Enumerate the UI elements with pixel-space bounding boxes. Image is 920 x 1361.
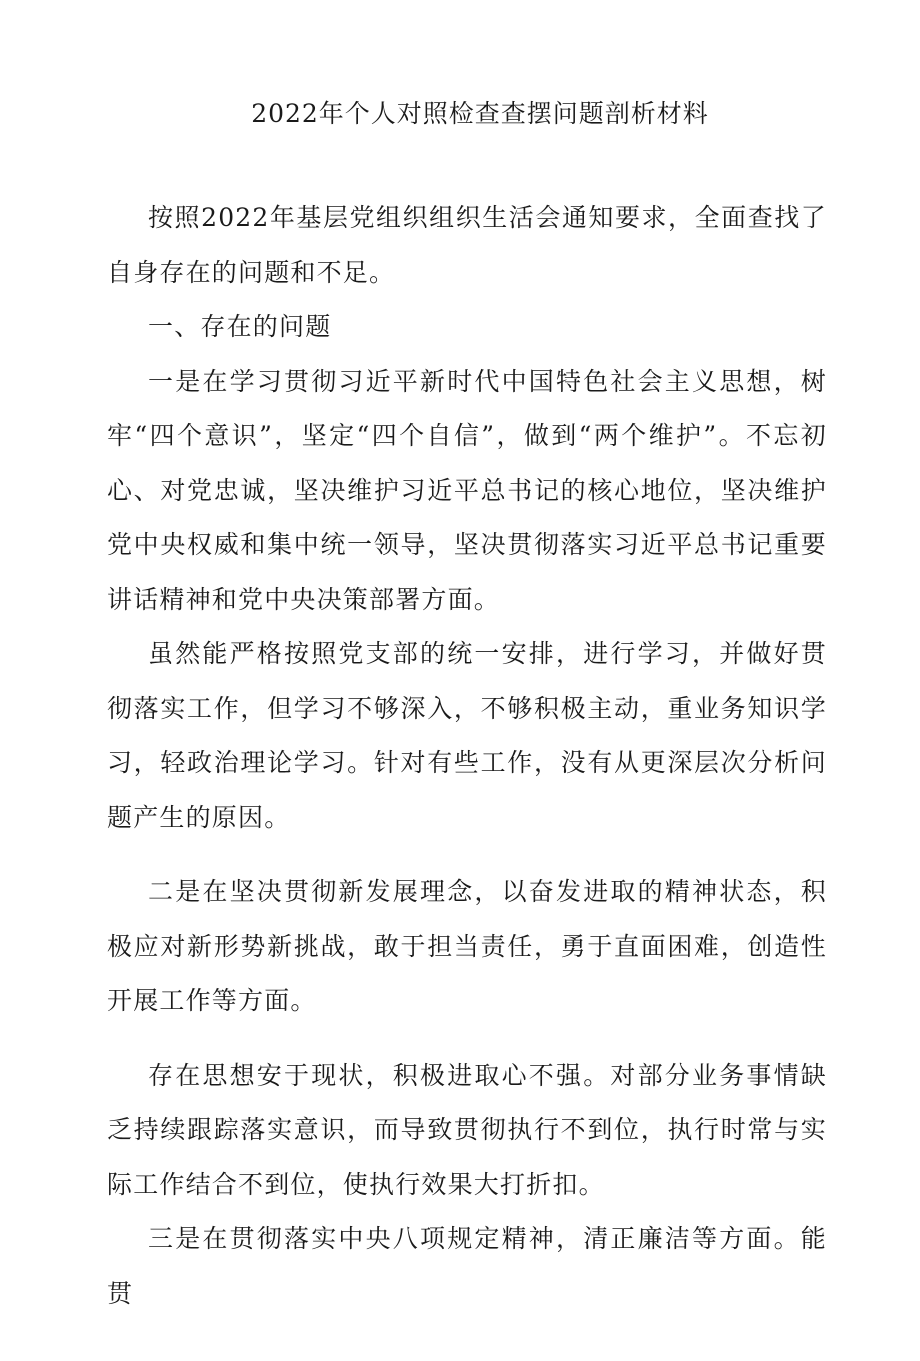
paragraph-item-one-detail: 虽然能严格按照党支部的统一安排，进行学习，并做好贯彻落实工作，但学习不够深入，不够积极主动，重业务知识学习，轻政治理论学习。针对有些工作，没有从更深层次分析问题产生的原因。 <box>107 639 827 832</box>
paragraph-item-two-detail: 存在思想安于现状，积极进取心不强。对部分业务事情缺乏持续跟踪落实意识，而导致贯彻执行不到位，执行时常与实际工作结合不到位，使执行效果大打折扣。 <box>107 1060 827 1199</box>
paragraph-item-two: 二是在坚决贯彻新发展理念，以奋发进取的精神状态，积极应对新形势新挑战，敢于担当责任，勇于直面困难，创造性开展工作等方面。 <box>107 877 827 1015</box>
paragraph-item-three: 三是在贯彻落实中央八项规定精神，清正廉洁等方面。能贯 <box>107 1224 827 1308</box>
paragraph-intro: 按照2022年基层党组织组织生活会通知要求，全面查找了自身存在的问题和不足。 <box>107 203 827 287</box>
section-heading-problems: 一、存在的问题 <box>148 312 332 341</box>
paragraph-item-one: 一是在学习贯彻习近平新时代中国特色社会主义思想，树牢“四个意识”，坚定“四个自信”，做到“两个维护”。不忘初心、对党忠诚，坚决维护习近平总书记的核心地位，坚决维护党中央权威和集中统一领导，坚决贯彻落实习近平总书记重要讲话精神和党中央决策部署方面。 <box>107 366 827 614</box>
document-title: 2022年个人对照检查查摆问题剖析材料 <box>251 99 709 128</box>
document-body <box>107 191 827 1321</box>
